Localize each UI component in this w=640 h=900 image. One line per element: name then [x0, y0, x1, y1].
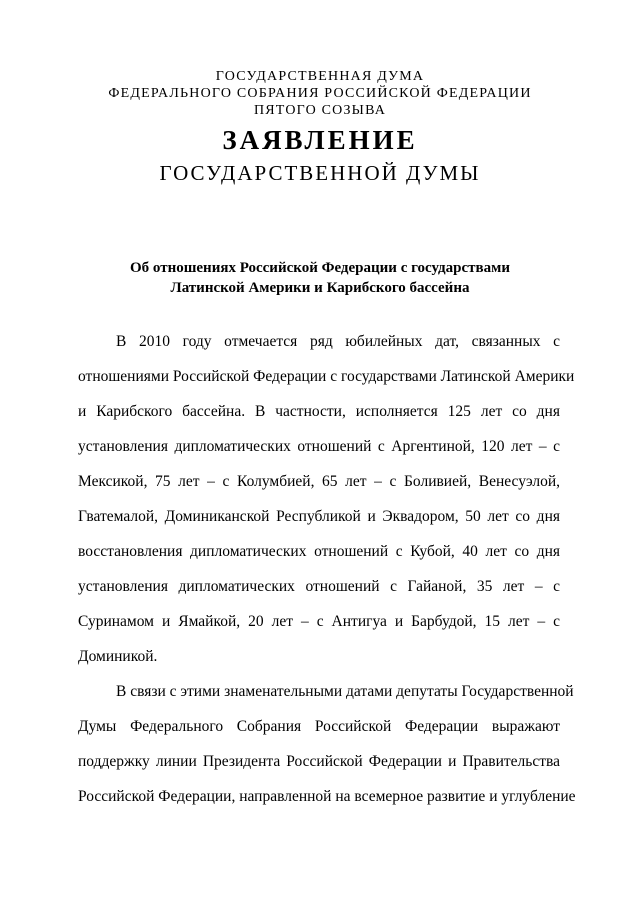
paragraph-line: В связи с этими знаменательными датами депутаты Государственной: [116, 683, 574, 700]
document-subtitle: ГОСУДАРСТВЕННОЙ ДУМЫ: [159, 161, 481, 185]
header-line-state-duma: ГОСУДАРСТВЕННАЯ ДУМА: [215, 69, 425, 84]
header-line-federal-assembly: ФЕДЕРАЛЬНОГО СОБРАНИЯ РОССИЙСКОЙ ФЕДЕРАЦИИ: [108, 86, 532, 101]
paragraph-line: Думы Федерального Собрания Российской Федерации выражают: [78, 718, 560, 735]
paragraph-line: поддержку линии Президента Российской Федерации и Правительства: [78, 753, 560, 770]
paragraph-line: В 2010 году отмечается ряд юбилейных дат, связанных с: [116, 333, 560, 350]
paragraph-line: Суринамом и Ямайкой, 20 лет – с Антигуа и Барбудой, 15 лет – с: [78, 613, 560, 630]
paragraph-line: Доминикой.: [78, 648, 158, 665]
heading-line: Латинской Америки и Карибского бассейна: [170, 280, 470, 296]
header-line-convocation: ПЯТОГО СОЗЫВА: [253, 103, 387, 118]
paragraph-line: восстановления дипломатических отношений с Кубой, 40 лет со дня: [78, 543, 560, 560]
body-paragraph-2: [78, 674, 576, 814]
paragraph-line: Гватемалой, Доминиканской Республикой и Эквадором, 50 лет со дня: [78, 508, 560, 525]
paragraph-line: отношениями Российской Федерации с государствами Латинской Америки: [78, 368, 575, 385]
heading-line: Об отношениях Российской Федерации с государствами: [130, 260, 510, 276]
paragraph-line: установления дипломатических отношений с Гайаной, 35 лет – с: [78, 578, 560, 595]
paragraph-line: Российской Федерации, направленной на всемерное развитие и углубление: [78, 788, 576, 805]
paragraph-line: Мексикой, 75 лет – с Колумбией, 65 лет – с Боливией, Венесуэлой,: [78, 473, 560, 490]
document-body: [78, 324, 576, 814]
document-title: ЗАЯВЛЕНИЕ: [222, 125, 418, 155]
document-header: [0, 68, 640, 119]
paragraph-line: установления дипломатических отношений с Аргентиной, 120 лет – с: [78, 438, 560, 455]
document-heading: [0, 258, 640, 298]
body-paragraph-1: [78, 324, 575, 674]
paragraph-line: и Карибского бассейна. В частности, исполняется 125 лет со дня: [78, 403, 560, 420]
